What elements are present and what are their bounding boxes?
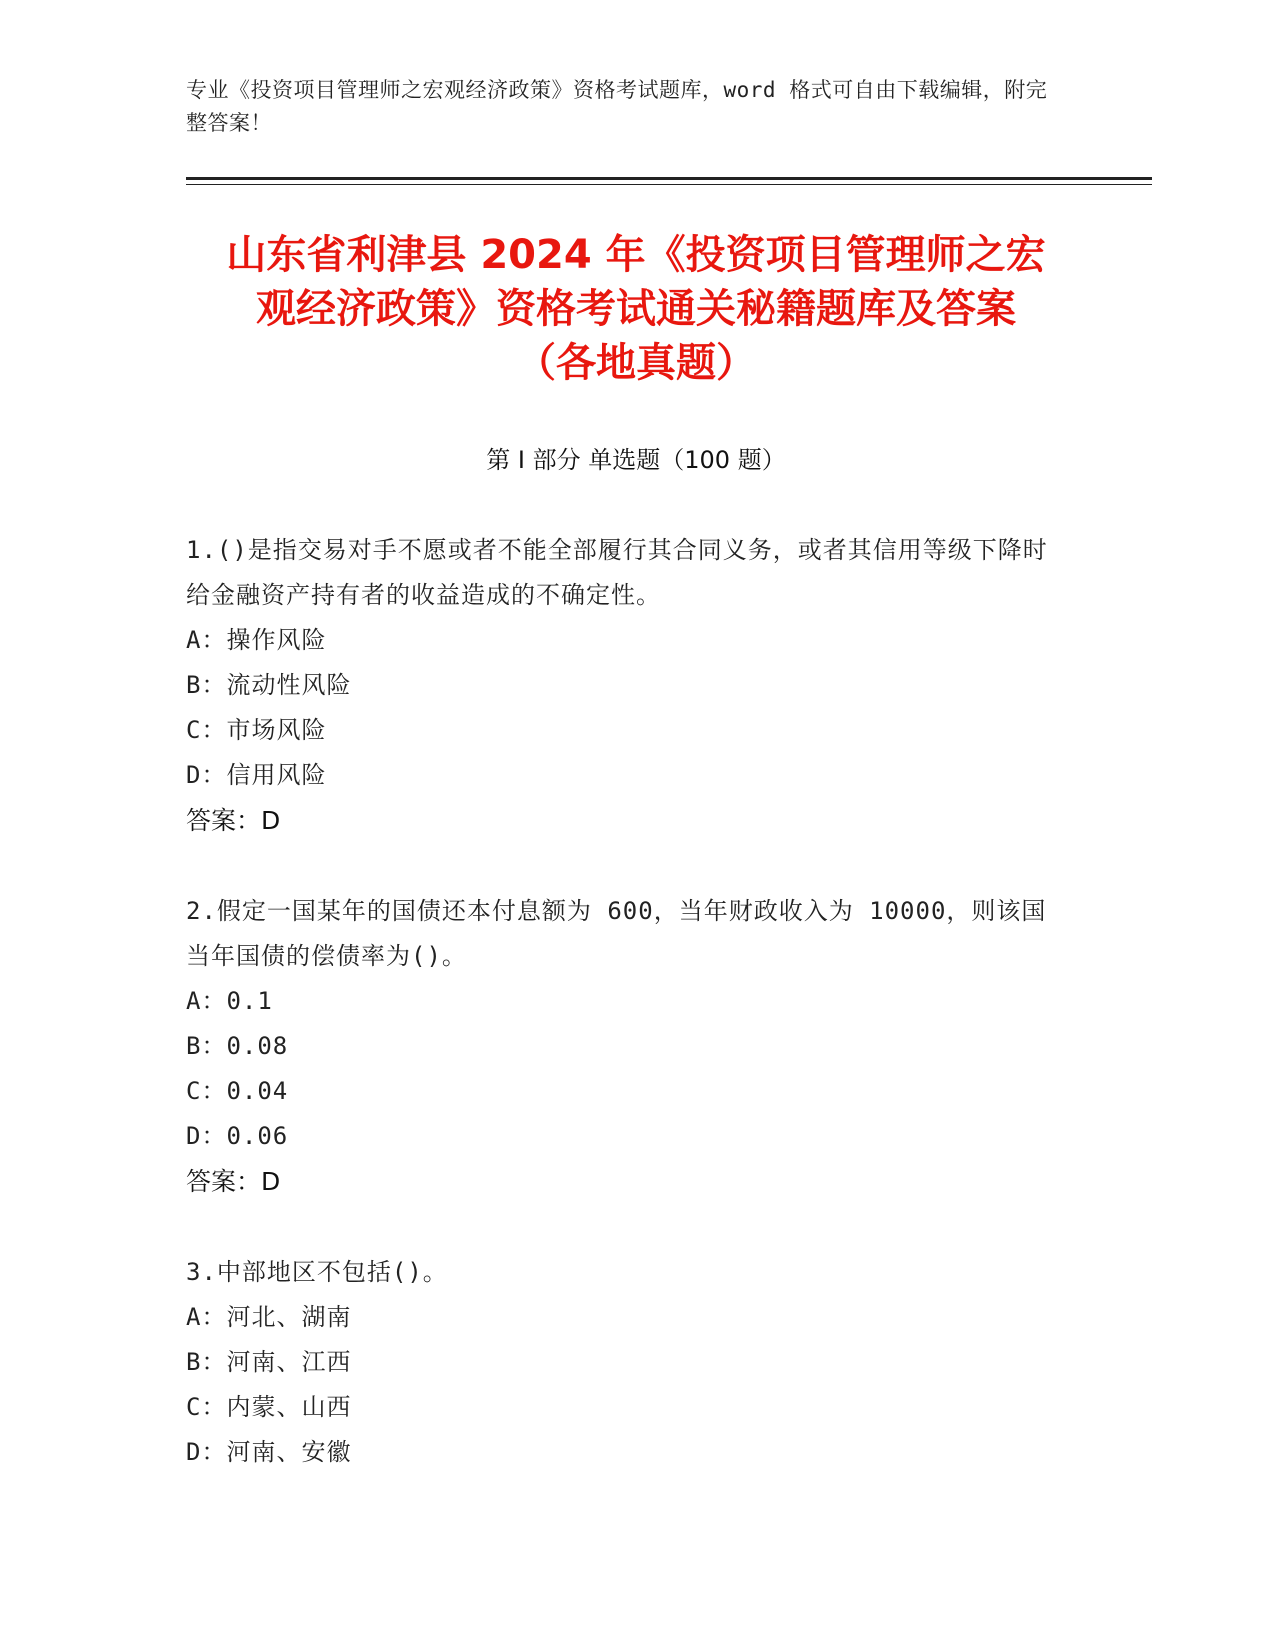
answer: 答案：D [186,806,281,835]
title-line-3: （各地真题） [516,340,756,386]
question-3 [186,1250,1066,1475]
section-heading: 第 I 部分 单选题（100 题） [486,446,786,474]
option-a: A：0.1 [186,987,273,1015]
option-c: C：0.04 [186,1077,289,1105]
option-d: D：信用风险 [186,761,327,789]
option-a: A：河北、湖南 [186,1303,352,1331]
title-line-2: 观经济政策》资格考试通关秘籍题库及答案 [256,286,1016,332]
title-line-1: 山东省利津县 2024 年《投资项目管理师之宏 [226,232,1046,278]
question-1 [186,528,1066,843]
answer: 答案：D [186,1167,281,1196]
question-list [186,528,1066,1521]
option-a: A：操作风险 [186,626,327,654]
question-2 [186,889,1066,1204]
option-b: B：0.08 [186,1032,289,1060]
option-d: D：河南、安徽 [186,1438,352,1466]
option-c: C：内蒙、山西 [186,1393,352,1421]
header-rule-thick [186,177,1152,180]
option-b: B：流动性风险 [186,671,352,699]
header-rule-thin [186,184,1152,185]
option-d: D：0.06 [186,1122,289,1150]
option-c: C：市场风险 [186,716,327,744]
document-title [186,228,1086,390]
question-stem: 2.假定一国某年的国债还本付息额为 600，当年财政收入为 10000，则该国当年国债的偿债率为()。 [186,897,1047,970]
question-stem: 3.中部地区不包括()。 [186,1258,448,1286]
option-b: B：河南、江西 [186,1348,352,1376]
header-note: 专业《投资项目管理师之宏观经济政策》资格考试题库，word 格式可自由下载编辑，附完整答案！ [186,78,1048,135]
question-stem: 1.()是指交易对手不愿或者不能全部履行其合同义务，或者其信用等级下降时给金融资产持有者的收益造成的不确定性。 [186,536,1048,609]
